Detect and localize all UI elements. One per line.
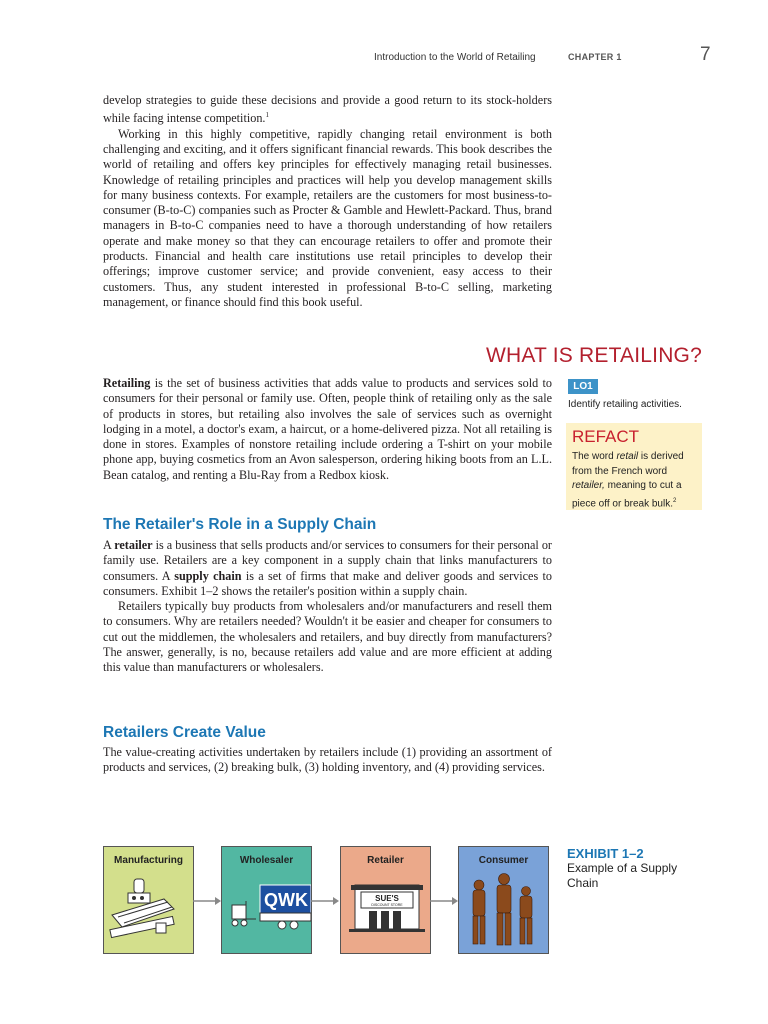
panel-title-wholesaler: Wholesaler [239, 855, 294, 866]
panel-title-retailer: Retailer [367, 855, 404, 866]
heading-supply-chain: The Retailer's Role in a Supply Chain [103, 516, 377, 533]
intro-paragraph-2: Working in this highly competitive, rapidly changing retail environment is both challenging and exciting, and it offers significant financial rewards. This book describes the world of retailing and offers key principles for effectively managing retail businesses. Knowledge of retailing principles and practices will help you develop management skills for many business contexts. For example, retailers are the customers for most business-to-consumer (B-to-C) companies such as Procter & Gamble and Hewlett-Packard. Thus, brand managers in B-to-C companies need to have a thorough understanding of how retailers operate and make money so that they can encourage retailers to offer and promote their products. Financial and health care institutions use retail principles to develop their offerings; improve customer service; and provide convenient, easy access to their customers. Thus, any student interested in professional B-to-C selling, marketing management, or finance should find this book useful. [103, 126, 552, 309]
factory-conveyor-icon [104, 871, 193, 951]
arrow-right-icon [311, 896, 339, 906]
refact-box [566, 423, 702, 510]
exhibit-label: EXHIBIT 1–2 [567, 846, 644, 861]
arrow-right-icon [193, 896, 221, 906]
page-number: 7 [700, 44, 711, 65]
definition-term-retailing: Retailing [103, 376, 151, 390]
delivery-truck-icon [222, 871, 311, 951]
exhibit-panel-consumer [458, 846, 549, 954]
intro-text [103, 93, 552, 310]
refact-text-b: is derived from the French word [572, 451, 684, 477]
footnote-ref-1: 1 [265, 111, 269, 120]
refact-text-a: The word [572, 451, 617, 462]
create-value-text [103, 745, 552, 776]
supply-chain-paragraph-1 [103, 538, 552, 599]
truck-logo: QWK [264, 890, 308, 910]
arrow-right-icon [430, 896, 458, 906]
supply-text-a: A [103, 538, 115, 552]
supply-chain-text [103, 538, 552, 676]
supply-chain-paragraph-2: Retailers typically buy products from wholesalers and/or manufacturers and resell them to consumers. Why are retailers needed? Wouldn't it be easier and cheaper for consumers to cut out the middlemen, the wholesalers and retailers, and buy directly from manufacturers? The answer, generally, is no, because retailers add value and are more efficient at adding this value than manufacturers or wholesalers. [103, 599, 552, 675]
panel-title-consumer: Consumer [478, 855, 529, 866]
exhibit-caption: Example of a Supply Chain [567, 861, 678, 890]
exhibit-panel-retailer [340, 846, 431, 954]
term-supply-chain: supply chain [174, 568, 242, 583]
term-retailer: retailer [114, 538, 153, 552]
exhibit-panel-wholesaler [221, 846, 312, 954]
supply-text-b: is a business that sells products and/or services to consumers for their personal or family use. Retailers are a key component in a supply chain that links manufacturers to consumers. A [103, 538, 552, 583]
heading-create-value: Retailers Create Value [103, 724, 266, 741]
footnote-ref-2: 2 [673, 497, 677, 504]
refact-term-retailer: retailer, [572, 480, 605, 491]
section-title: WHAT IS RETAILING? [486, 344, 702, 367]
panel-title-manufacturing: Manufacturing [114, 855, 183, 866]
refact-text-c: meaning to cut a piece off or break bulk. [572, 480, 682, 509]
refact-text [572, 450, 700, 511]
store-sign: SUE'S [375, 894, 399, 903]
storefront-icon [341, 871, 430, 951]
intro-paragraph-1 [103, 93, 552, 127]
learning-objective-text: Identify retailing activities. [568, 399, 682, 410]
intro-paragraph-1-text: develop strategies to guide these decisions and provide a good return to its stock-holders while facing intense competition. [103, 93, 552, 126]
family-people-icon [459, 871, 548, 951]
retailing-definition [103, 376, 552, 483]
store-subsign: DISCOUNT STORE [371, 903, 403, 907]
learning-objective-badge: LO1 [568, 379, 598, 394]
running-head-chapter: CHAPTER 1 [568, 52, 622, 62]
running-head-title: Introduction to the World of Retailing [374, 52, 536, 63]
refact-title: REFACT [572, 427, 640, 446]
exhibit-panel-manufacturing [103, 846, 194, 954]
definition-text: is the set of business activities that adds value to products and services sold to consumers for their personal or family use. Often, people think of retailing only as the sale of products in stores, but retailing also involves the sale of services such as overnight lodging in a motel, a doctor's exam, a haircut, or a home-delivered pizza. Not all retailing is done in stores. Examples of nonstore retailing include ordering a T-shirt on your mobile phone app, buying cosmetics from an Avon salesperson, ordering hiking boots from an L.L. Bean catalog, and renting a Blu-Ray from a Redbox kiosk. [103, 376, 552, 482]
supply-text-c: is a set of firms that make and deliver goods and services to consumers. Exhibit 1–2 shows the retailer's position within a supply chain. [103, 568, 552, 598]
refact-term-retail: retail [616, 451, 639, 462]
create-value-paragraph: The value-creating activities undertaken by retailers include (1) providing an assortment of products and services, (2) breaking bulk, (3) holding inventory, and (4) providing services. [103, 745, 552, 775]
